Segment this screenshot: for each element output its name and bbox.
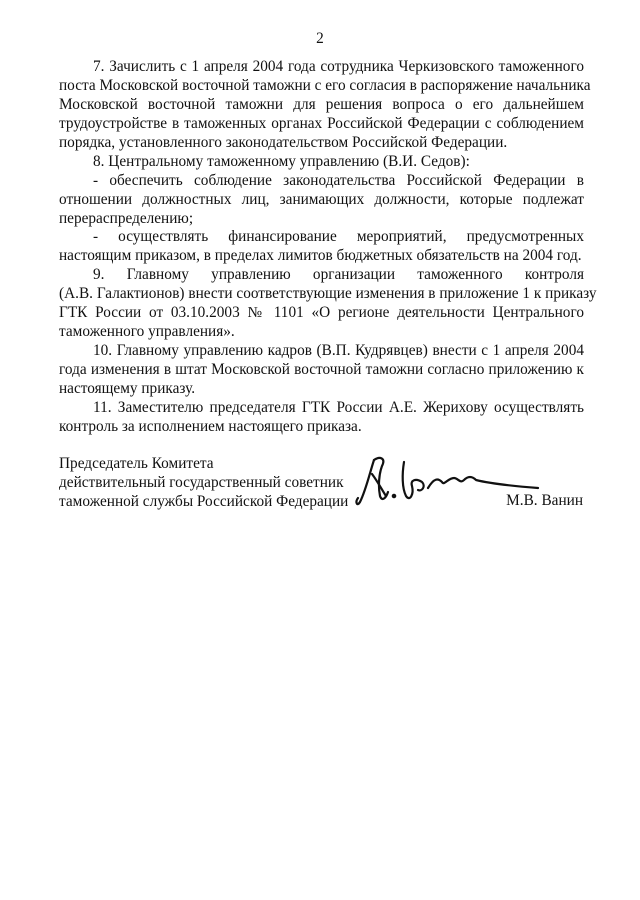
text-line: ГТК России от 03.10.2003 № 1101 «О регионе деятельности Центрального	[59, 304, 584, 322]
signatory-position	[59, 454, 348, 511]
text-line: порядка, установленного законодательством Российской Федерации.	[59, 133, 508, 151]
text-line: настоящим приказом, в пределах лимитов бюджетных обязательств на 2004 год.	[59, 247, 582, 265]
text-line: трудоустройстве в таможенных органах Российской Федерации с соблюдением	[59, 114, 584, 132]
text-line: поста Московской восточной таможни с его согласия в распоряжение начальника	[59, 76, 591, 94]
paragraph	[59, 228, 584, 266]
text-line: - обеспечить соблюдение законодательства Российской Федерации в	[93, 171, 584, 189]
text-line: (А.В. Галактионов) внести соответствующие изменения в приложение 1 к приказу	[59, 285, 597, 303]
text-line: - осуществлять финансирование мероприятий, предусмотренных	[93, 228, 584, 246]
paragraph	[59, 172, 584, 229]
text-line: года изменения в штат Московской восточной таможни согласно приложению к	[59, 361, 584, 378]
text-line: перераспределению;	[59, 209, 194, 227]
paragraph	[59, 153, 584, 172]
paragraph	[59, 266, 597, 342]
position-line: Председатель Комитета	[59, 455, 214, 472]
text-line: 11. Заместителю председателя ГТК России А.Е. Жерихову осуществлять	[93, 398, 584, 416]
text-line: настоящему приказу.	[59, 379, 196, 397]
text-line: отношении должностных лиц, занимающих должности, которые подлежат	[59, 190, 584, 208]
text-line: 9. Главному управлению организации таможенного контроля	[93, 266, 584, 284]
signatory-name: М.В. Ванин	[506, 492, 583, 509]
text-line: Московской восточной таможни для решения вопроса о его дальнейшем	[59, 95, 584, 113]
text-line: контроль за исполнением настоящего приказа.	[59, 417, 362, 435]
text-line: 7. Зачислить с 1 апреля 2004 года сотрудника Черкизовского таможенного	[93, 58, 584, 75]
text-line: 8. Центральному таможенному управлению (В.И. Седов):	[93, 152, 470, 170]
text-line: таможенного управления».	[59, 323, 235, 341]
position-line: действительный государственный советник	[59, 474, 344, 491]
paragraph	[59, 399, 584, 437]
text-line: 10. Главному управлению кадров (В.П. Кудрявцев) внести с 1 апреля 2004	[93, 342, 584, 360]
paragraph	[59, 342, 584, 399]
position-line: таможенной службы Российской Федерации	[59, 493, 349, 510]
paragraph	[59, 58, 591, 153]
document-body	[59, 58, 597, 437]
page-number: 2	[316, 30, 324, 47]
